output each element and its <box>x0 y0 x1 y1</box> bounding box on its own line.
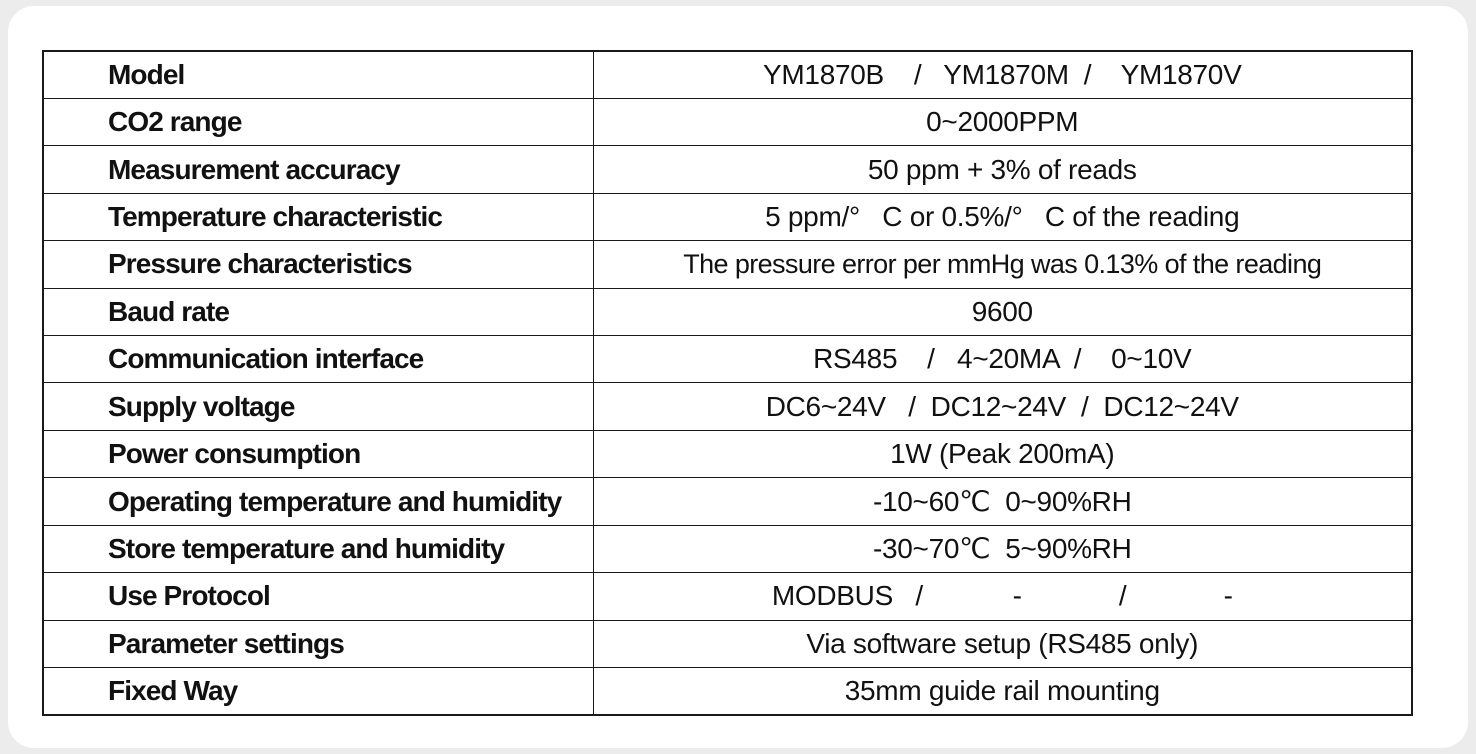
spec-value-text: 5 ppm/° C or 0.5%/° C of the reading <box>765 200 1240 232</box>
spec-value <box>593 667 1412 714</box>
spec-value <box>593 241 1412 288</box>
spec-label: Use Protocol <box>43 573 593 620</box>
table-row <box>43 383 1412 430</box>
table-row <box>43 667 1412 714</box>
table-row <box>43 573 1412 620</box>
spec-label: Communication interface <box>43 336 593 383</box>
table-row <box>43 193 1412 240</box>
table-row <box>43 146 1412 193</box>
spec-value <box>593 573 1412 620</box>
spec-value <box>593 478 1412 525</box>
table-row <box>43 336 1412 383</box>
spec-label: Power consumption <box>43 430 593 477</box>
spec-value <box>593 336 1412 383</box>
table-row <box>43 51 1412 98</box>
spec-value-text: -30~70℃ 5~90%RH <box>872 532 1132 564</box>
spec-value <box>593 525 1412 572</box>
table-row <box>43 241 1412 288</box>
spec-value-text: -10~60℃ 0~90%RH <box>872 485 1132 517</box>
spec-value-text: 35mm guide rail mounting <box>844 674 1160 706</box>
spec-value <box>593 620 1412 667</box>
spec-value-text: RS485 / 4~20MA / 0~10V <box>813 343 1192 375</box>
spec-label: Baud rate <box>43 288 593 335</box>
spec-value <box>593 430 1412 477</box>
table-row <box>43 98 1412 145</box>
spec-value <box>593 51 1412 98</box>
table-row <box>43 478 1412 525</box>
table-row <box>43 620 1412 667</box>
spec-value-text: 0~2000PPM <box>926 106 1079 138</box>
spec-value <box>593 146 1412 193</box>
spec-table <box>42 50 1413 716</box>
spec-value-text: MODBUS / - / - <box>771 580 1233 612</box>
spec-value-text: 50 ppm + 3% of reads <box>867 153 1137 185</box>
spec-label: Store temperature and humidity <box>43 525 593 572</box>
spec-label: Supply voltage <box>43 383 593 430</box>
spec-value-text: DC6~24V / DC12~24V / DC12~24V <box>765 390 1239 422</box>
spec-value-text: Via software setup (RS485 only) <box>806 627 1199 659</box>
spec-value-text: YM1870B / YM1870M / YM1870V <box>763 58 1242 90</box>
table-row <box>43 288 1412 335</box>
spec-label: Model <box>43 51 593 98</box>
spec-label: Operating temperature and humidity <box>43 478 593 525</box>
spec-label: Temperature characteristic <box>43 193 593 240</box>
table-row <box>43 525 1412 572</box>
spec-label: CO2 range <box>43 98 593 145</box>
spec-value-text: The pressure error per mmHg was 0.13% of the reading <box>683 248 1322 279</box>
spec-label: Measurement accuracy <box>43 146 593 193</box>
spec-value <box>593 98 1412 145</box>
spec-label: Pressure characteristics <box>43 241 593 288</box>
spec-value-text: 9600 <box>971 295 1033 327</box>
table-row <box>43 430 1412 477</box>
spec-value <box>593 288 1412 335</box>
spec-value <box>593 193 1412 240</box>
spec-label: Parameter settings <box>43 620 593 667</box>
spec-value-text: 1W (Peak 200mA) <box>890 438 1115 470</box>
spec-label: Fixed Way <box>43 667 593 714</box>
spec-value <box>593 383 1412 430</box>
